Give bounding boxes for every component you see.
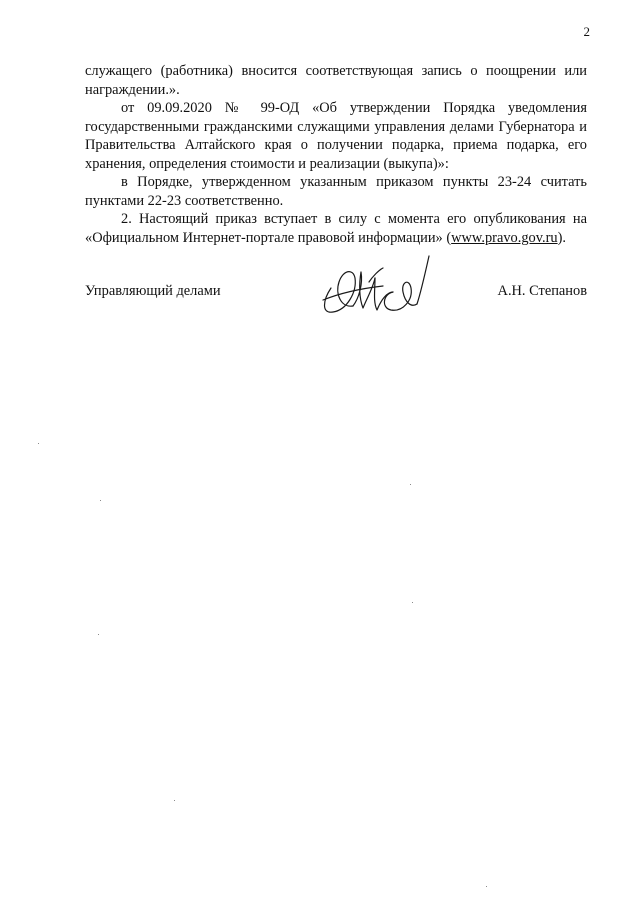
scan-speck: [174, 800, 175, 801]
effective-date-closing: ).: [557, 229, 566, 246]
handwritten-signature: [313, 248, 433, 328]
scan-speck: [98, 634, 99, 635]
paragraph-effective-date: [85, 210, 587, 247]
signer-name: А.Н. Степанов: [497, 283, 587, 299]
page-number: 2: [583, 24, 590, 39]
scan-speck: [410, 484, 411, 485]
signer-title: Управляющий делами: [85, 283, 221, 299]
paragraph-procedure-amendment: в Порядке, утвержденном указанным приказом пункты 23-24 считать пунктами 22-23 соответственно.: [85, 174, 587, 209]
scan-speck: [100, 500, 101, 501]
pravo-link[interactable]: www.pravo.gov.ru: [451, 229, 558, 246]
scan-speck: [486, 886, 487, 887]
paragraph-order-reference: от 09.09.2020 № 99-ОД «Об утверждении Порядка уведомления государственными гражданскими служащими управления делами Губернатора и Правительства Алтайского края о получении подарка, приема подарка, его хранения, определения стоимости и реализации (выкупа)»:: [85, 100, 587, 172]
paragraph-continuation: служащего (работника) вносится соответствующая запись о поощрении или награждении.».: [85, 63, 587, 98]
scan-speck: [412, 602, 413, 603]
signature-block: [85, 280, 587, 340]
scan-speck: [38, 443, 39, 444]
effective-date-text: 2. Настоящий приказ вступает в силу с момента его опубликования на «Официальном Интернет-портале правовой информации» (: [85, 211, 587, 246]
document-body: [85, 62, 587, 247]
